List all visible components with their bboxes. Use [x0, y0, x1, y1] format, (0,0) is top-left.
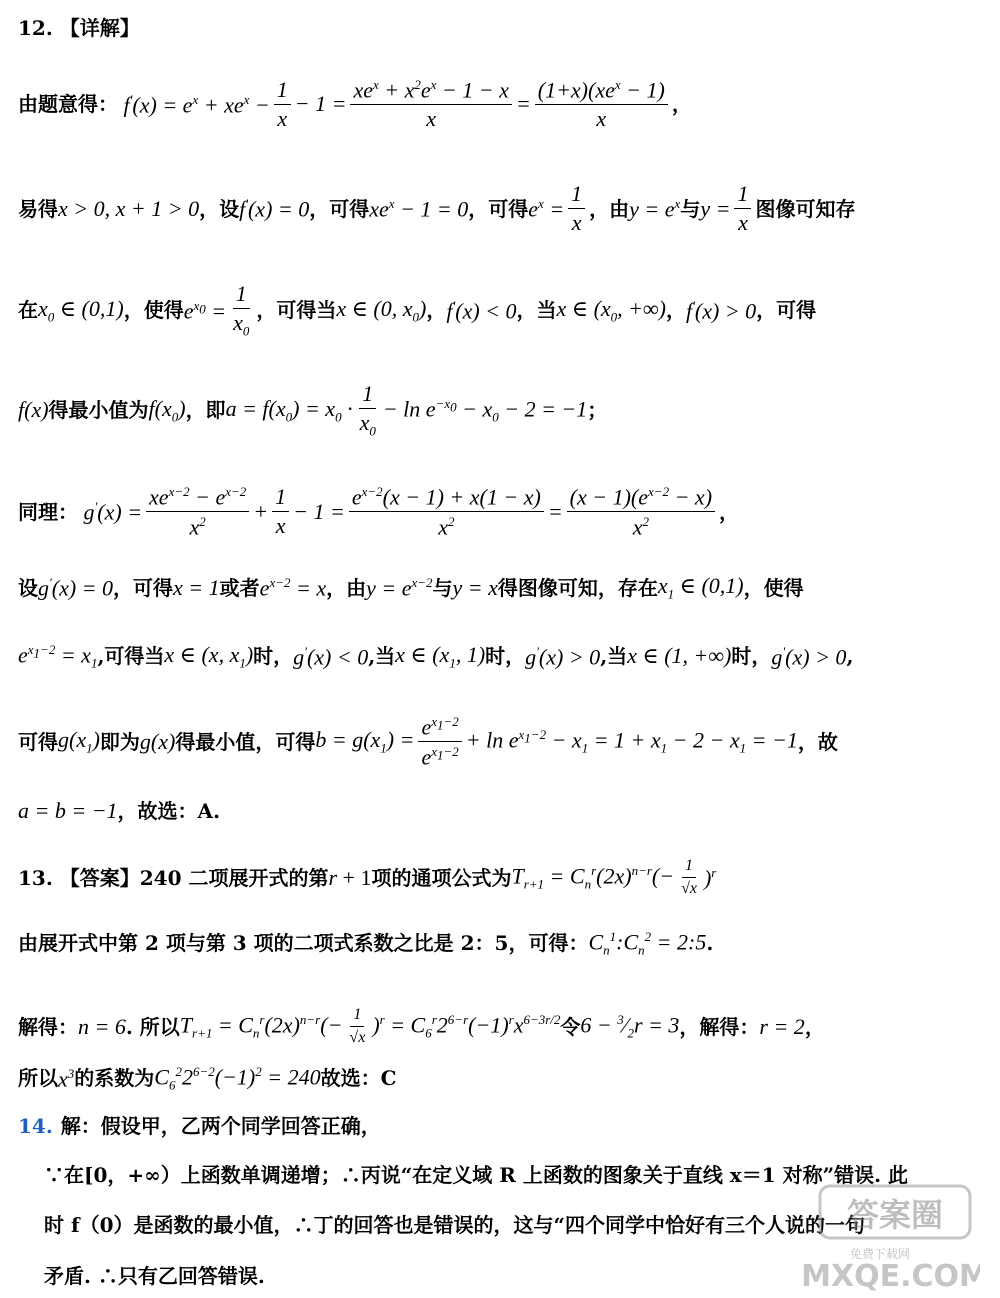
frac-combined: $\frac{xe^x + x^2e^x - 1 - x}{x}$ — [350, 78, 511, 130]
watermark-logo — [790, 1182, 980, 1292]
q12-line3: 在 $x_0$ ∈ (0,1) ，使得 $e^{x_0}$ = $\frac{1}{x_0}$ ，可得当 x ∈ (0, $x_0$) ， f'(x) < 0 ，当 x ∈ ($x_0$, +∞) ， f'(x) > 0 ，可得 — [18, 281, 817, 339]
q14-line1: 14. 解：假设甲，乙两个同学回答正确， — [18, 1114, 381, 1138]
q13-line3: 解得： n = 6 . 所以 $T_{r+1} = C_n^r(2x)^{n-r}(-$ $\frac{1}{√x}$ )$^r = C_6^r2^{6-r}(-1)^rx^{6-3r/2}$ 令 $6 - ^3⁄_2r = 3$ ，解得： r = 2 ， — [18, 1006, 825, 1046]
q12-heading: 12. 【详解】 — [18, 16, 140, 40]
q13-line4: 所以 $x^3$ 的系数为 $C_6^22^{6-2}(-1)^2 = 240$ 故选：C — [18, 1064, 397, 1093]
q12-line1: 由题意得： $f'(x) = e^x + xe^x$ − $\frac{1}{x}$ − 1 = $\frac{xe^x + x^2e^x - 1 - x}{x}$ = $\frac{(1+x)(xe^x - 1)}{x}$ ， — [18, 76, 692, 132]
q14-line2: ∵在[0，+∞）上函数单调递增；∴丙说“在定义域 R 上函数的图象关于直线 x＝1 对称”错误. 此 — [44, 1163, 909, 1187]
q12-line4: f(x) 得最小值为 $f(x_0)$ ，即 $a = f(x_0) = x_0$ · $\frac{1}{x_0}$ − $\ln e^{-x_0} - x_0 - 2 = -1$ ； — [18, 381, 608, 439]
q12-line9: a = b = −1 ，故选： A. — [18, 798, 221, 823]
svg-text:MXQE.COM: MXQE.COM — [801, 1259, 980, 1292]
watermark-icon — [790, 1182, 980, 1292]
q12-line6: 设 g'(x) = 0 ，可得 x = 1 或者 $e^{x-2} = x$ ，由 $y = e^{x-2}$ 与 y = x 得图像可知，存在 $x_1$ ∈ (0,1) ，使得 — [18, 573, 804, 602]
svg-text:答案圈: 答案圈 — [846, 1196, 944, 1234]
formula-fprime: $f'(x) = e^x + xe^x$ − — [118, 91, 270, 117]
frac-1-over-x: $\frac{1}{x}$ — [274, 79, 291, 130]
q12-line8: 可得 $g(x_1)$ 即为 g(x) 得最小值，可得 $b = g(x_1)$ = $\frac{e^{x_1-2}}{e^{x_1-2}}$ + $\ln e^{x_1-2} - x_1 = 1 + x_1 - 2 - x_1 = -1$ ，故 — [18, 714, 838, 770]
q14-number: 14. — [18, 1114, 53, 1138]
q13-line2: 由展开式中第 2 项与第 3 项的二项式系数之比是 2：5，可得： $C_n^1:C_n^2$ = 2:5 . — [18, 929, 714, 958]
q14-line3: 时 f（0）是函数的最小值，∴丁的回答也是错误的，这与“四个同学中恰好有三个人说的一句 — [44, 1213, 865, 1237]
svg-text:免费下载网: 免费下载网 — [850, 1247, 911, 1261]
q12-line7: $e^{x_1-2} = x_1$ ,可得当 x ∈ (x, $x_1$) 时， g'(x) < 0 ,当 x ∈ ($x_1$, 1) 时， g'(x) > 0 ,当 x ∈ (1, +∞) 时， g'(x) > 0 , — [18, 641, 854, 671]
frac-factored: $\frac{(1+x)(xe^x - 1)}{x}$ — [535, 78, 668, 130]
q13-line1: 13. 【答案】240 二项展开式的第 r + 1 项的通项公式为 $T_{r+1} = C_n^r(2x)^{n-r}(-$ $\frac{1}{√x}$ )$^r$ — [18, 857, 717, 897]
q12-line5: 同理： g'(x) = $\frac{xe^{x-2} - e^{x-2}}{x^2}$ + $\frac{1}{x}$ − 1 = $\frac{e^{x-2}(x - 1) + x(1 - x)}{x^2}$ = $\frac{(x - 1)(e^{x-2} - x)}{x^2}$ ， — [18, 484, 740, 540]
q14-line4: 矛盾. ∴只有乙回答错误. — [44, 1264, 265, 1288]
q12-line2: 易得 x > 0, x + 1 > 0 ，设 f'(x) = 0 ，可得 $xe^x - 1 = 0$ ，可得 $e^x$ = $\frac{1}{x}$ ，由 $y = e^x$ 与 y = $\frac{1}{x}$ 图像可知存 — [18, 181, 856, 235]
q12-l1-lead: 由题意得： — [18, 92, 118, 117]
